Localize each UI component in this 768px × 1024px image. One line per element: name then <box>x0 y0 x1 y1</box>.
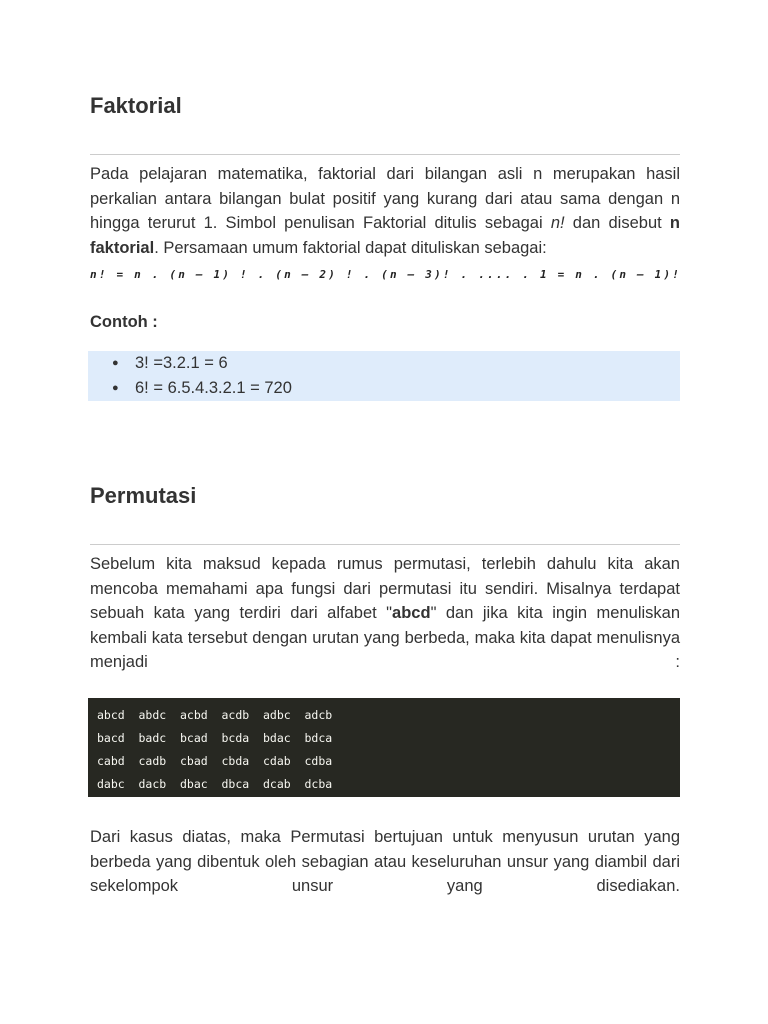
paragraph-line: Dari kasus diatas, maka Permutasi bertujuan untuk menyusun urutan yang <box>90 828 680 846</box>
text-run: menjadi <box>90 653 148 671</box>
text-run: dan disebut <box>564 214 670 232</box>
example-text: 6! = 6.5.4.3.2.1 = 720 <box>135 378 292 397</box>
permutation-cell: bcda <box>221 731 250 745</box>
factorial-symbol: n! <box>550 214 565 232</box>
paragraph-line <box>90 236 680 261</box>
code-row <box>97 750 680 773</box>
section-divider <box>90 544 680 545</box>
paragraph-line <box>90 601 680 626</box>
bullet-icon: ● <box>112 381 119 394</box>
section-divider <box>90 154 680 155</box>
paragraph-line <box>90 211 680 236</box>
factorial-formula: n! = n . (n – 1) ! . (n – 2) ! . (n – 3)! . .... . 1 = n . (n – 1)! <box>90 268 682 281</box>
code-row <box>97 773 680 796</box>
permutation-cell: abdc <box>138 708 167 722</box>
paragraph-line: berbeda yang dibentuk oleh sebagian atau keseluruhan unsur yang diambil dari <box>90 852 680 871</box>
example-list <box>88 351 680 401</box>
text-run: . Persamaan umum faktorial dapat dituliskan sebagai: <box>154 238 547 257</box>
bold-term-faktorial: faktorial <box>90 238 155 257</box>
permutation-cell: bcad <box>180 731 208 745</box>
permutation-cell: dacb <box>138 777 167 791</box>
permutation-cell: dbca <box>221 777 250 791</box>
bullet-icon: ● <box>112 357 119 369</box>
permutation-cell: acdb <box>221 708 250 722</box>
paragraph-line <box>90 874 680 899</box>
word: sekelompok <box>90 877 179 895</box>
text-run: : <box>675 653 680 671</box>
permutasi-intro-paragraph <box>90 552 680 675</box>
list-item <box>88 351 680 376</box>
example-text: 3! =3.2.1 = 6 <box>135 354 228 372</box>
faktorial-intro-paragraph <box>90 162 680 260</box>
permutation-cell: cabd <box>97 754 125 768</box>
permutation-cell: bdca <box>304 731 333 745</box>
word: unsur <box>291 877 334 895</box>
permutation-cell: dbac <box>180 777 208 791</box>
text-run: " dan jika kita ingin menuliskan <box>430 604 681 622</box>
word: disediakan. <box>596 877 680 895</box>
list-item <box>88 376 680 401</box>
permutation-cell: abcd <box>97 708 125 722</box>
paragraph-line: Pada pelajaran matematika, faktorial dari bilangan asli n merupakan hasil <box>90 165 680 183</box>
text-run: sebuah kata yang terdiri dari alfabet " <box>90 604 393 622</box>
permutation-code-block <box>88 698 680 797</box>
section-title-faktorial: Faktorial <box>90 93 182 118</box>
permutasi-conclusion-paragraph <box>90 825 680 899</box>
permutation-cell: bdac <box>263 731 291 745</box>
paragraph-line: mencoba memahami apa fungsi dari permutasi itu sendiri. Misalnya terdapat <box>90 579 680 598</box>
permutation-cell: dabc <box>97 777 125 791</box>
permutation-cell: cdba <box>304 754 333 768</box>
permutation-cell: cadb <box>138 754 167 768</box>
permutation-cell: cbad <box>180 754 208 768</box>
permutation-cell: adcb <box>304 708 333 722</box>
permutation-cell: acbd <box>180 708 208 722</box>
paragraph-line: Sebelum kita maksud kepada rumus permutasi, terlebih dahulu kita akan <box>90 555 680 573</box>
permutation-cell: bacd <box>97 731 125 745</box>
word: yang <box>446 877 483 895</box>
permutation-cell: dcab <box>263 777 291 791</box>
bold-word-abcd: abcd <box>392 604 431 622</box>
paragraph-line: perkalian antara bilangan bulat positif yang kurang dari atau sama dengan n <box>90 189 680 208</box>
contoh-label: Contoh : <box>90 313 158 331</box>
section-title-permutasi: Permutasi <box>90 483 197 508</box>
permutation-cell: cbda <box>221 754 250 768</box>
permutation-cell: adbc <box>263 708 291 722</box>
permutation-cell: badc <box>138 731 167 745</box>
paragraph-line: kembali kata tersebut dengan urutan yang berbeda, maka kita dapat menulisnya <box>90 628 680 647</box>
paragraph-line <box>90 650 680 675</box>
code-row <box>97 727 680 750</box>
bold-term-n: n <box>669 214 680 232</box>
code-row <box>97 704 680 727</box>
permutation-cell: dcba <box>304 777 333 791</box>
text-run: hingga terurut 1. Simbol penulisan Faktorial ditulis sebagai <box>90 214 551 232</box>
permutation-cell: cdab <box>263 754 291 768</box>
